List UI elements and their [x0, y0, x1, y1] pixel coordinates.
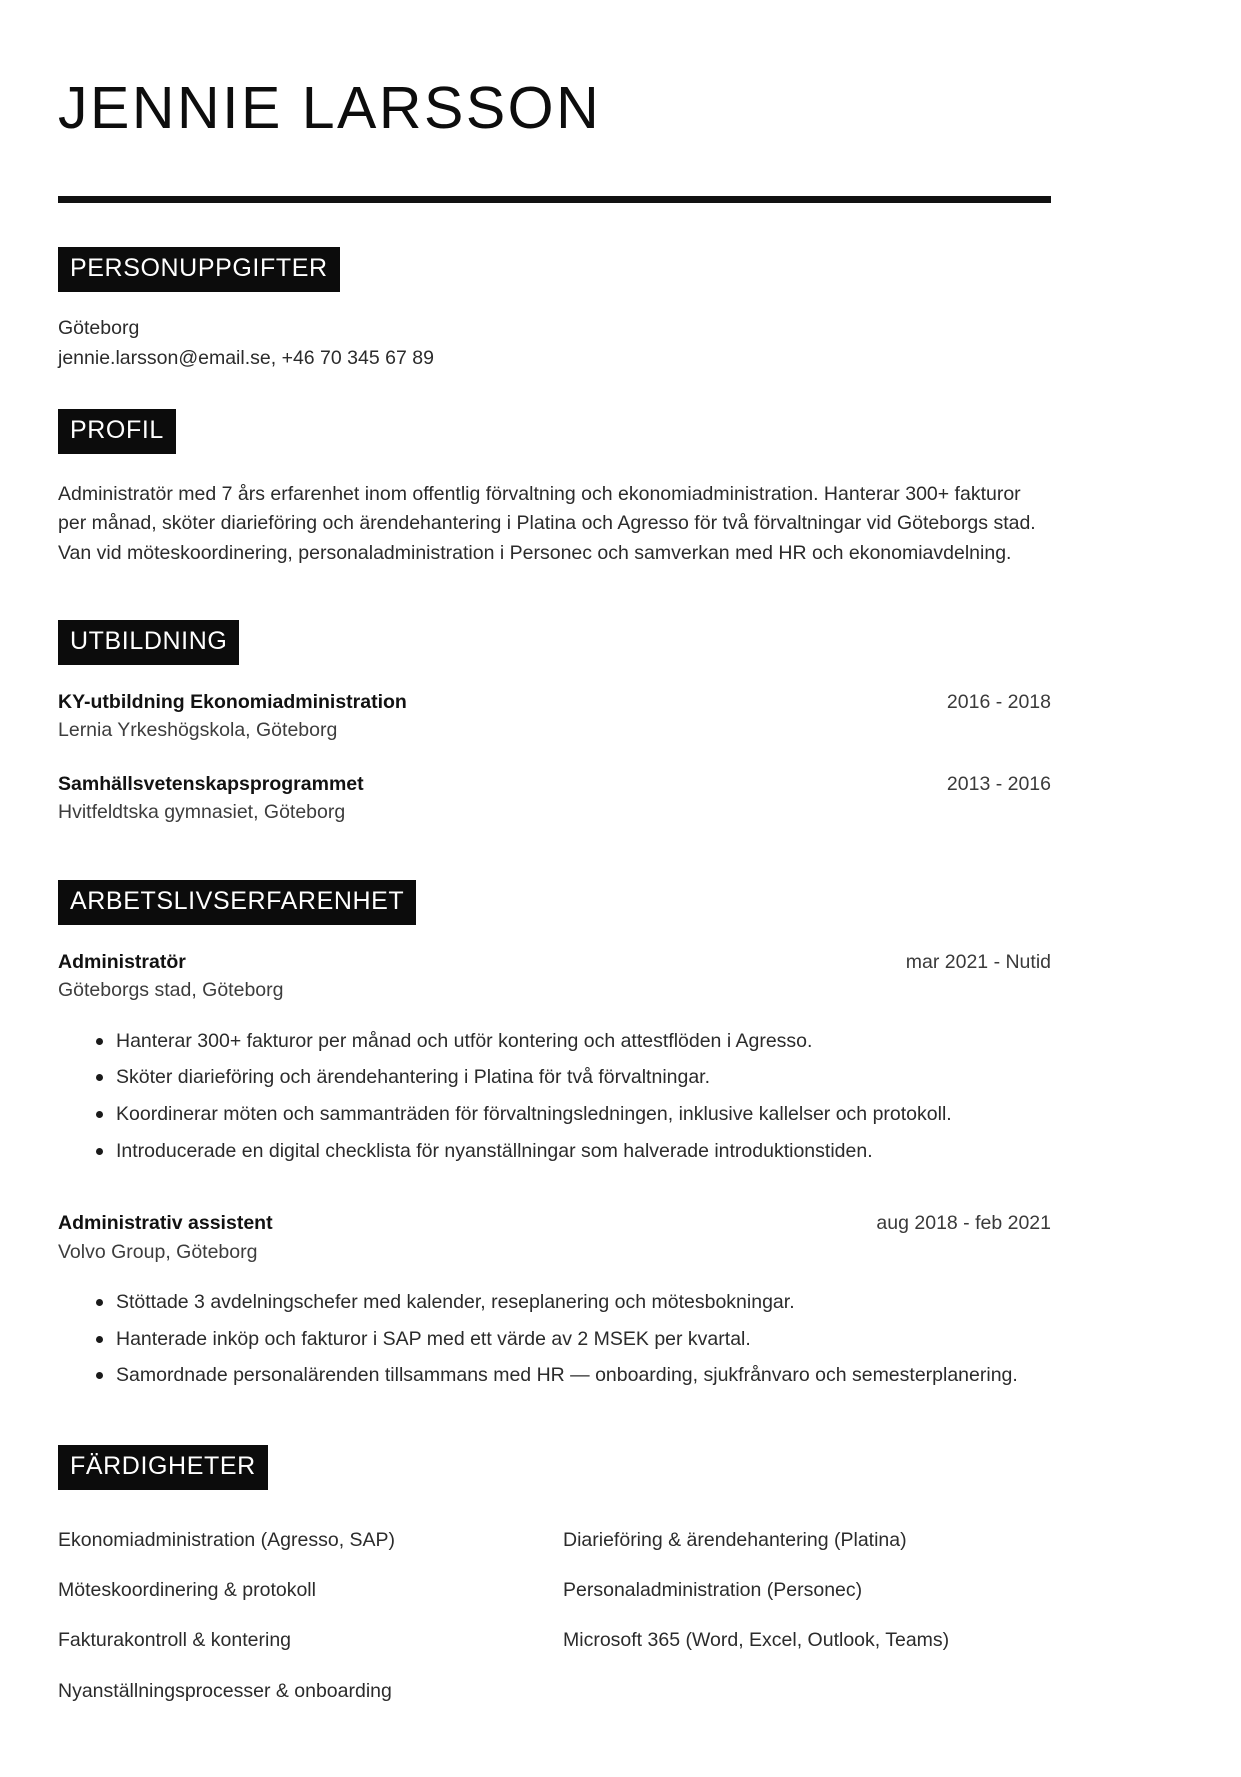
list-item: Hanterade inköp och fakturor i SAP med ett värde av 2 MSEK per kvartal.: [96, 1325, 1051, 1355]
section-skills: [58, 1445, 1051, 1490]
section-label-profile: PROFIL: [58, 409, 176, 454]
contact-block: [58, 314, 1051, 373]
job-employer: Göteborgs stad, Göteborg: [58, 979, 284, 1002]
education-date: 2016 - 2018: [946, 690, 1051, 713]
profile-block: [58, 480, 1051, 568]
section-experience: [58, 880, 1051, 925]
contact-city: Göteborg: [58, 316, 140, 339]
skills-grid: [58, 1516, 1038, 1717]
list-item: Hanterar 300+ fakturor per månad och utför kontering och attestflöden i Agresso.: [96, 1027, 1051, 1057]
experience-entry: [58, 1210, 1051, 1390]
experience-entry: [58, 949, 1051, 1166]
list-item: Sköter diarieföring och ärendehantering i Platina för två förvaltningar.: [96, 1063, 1051, 1093]
experience-entry-head: [58, 949, 1051, 975]
skill-item: Möteskoordinering & protokoll: [58, 1579, 316, 1602]
section-education: [58, 620, 1051, 665]
education-title: KY-utbildning Ekonomiadministration: [58, 690, 407, 713]
skill-item: Fakturakontroll & kontering: [58, 1629, 292, 1652]
education-institution: Hvitfeldtska gymnasiet, Göteborg: [58, 800, 346, 823]
section-label-personal: PERSONUPPGIFTER: [58, 247, 340, 292]
education-entry-head: [58, 771, 1051, 797]
contact-email-phone: jennie.larsson@email.se, +46 70 345 67 89: [58, 346, 434, 369]
section-profile: [58, 409, 1051, 454]
skill-item: Ekonomiadministration (Agresso, SAP): [58, 1528, 396, 1551]
job-bullet-list: [58, 1027, 1051, 1167]
section-label-experience: ARBETSLIVSERFARENHET: [58, 880, 416, 925]
header-divider: [58, 196, 1051, 203]
list-item: Samordnade personalärenden tillsammans med HR — onboarding, sjukfrånvaro och semesterplanering.: [96, 1361, 1051, 1391]
education-entry: [58, 771, 1051, 827]
education-entry: [58, 689, 1051, 745]
job-date: aug 2018 - feb 2021: [876, 1212, 1051, 1235]
education-date: 2013 - 2016: [946, 772, 1051, 795]
skill-item: Microsoft 365 (Word, Excel, Outlook, Teams): [563, 1629, 950, 1652]
skill-item: Personaladministration (Personec): [563, 1579, 863, 1602]
list-item: Koordinerar möten och sammanträden för förvaltningsledningen, inklusive kallelser och protokoll.: [96, 1100, 1051, 1130]
skill-item: Diarieföring & ärendehantering (Platina): [563, 1528, 907, 1551]
skill-item: Nyanställningsprocesser & onboarding: [58, 1679, 392, 1702]
experience-entry-head: [58, 1210, 1051, 1236]
education-entry-head: [58, 689, 1051, 715]
experience-entries: [58, 949, 1051, 1391]
job-bullet-list: [58, 1288, 1051, 1391]
education-institution: Lernia Yrkeshögskola, Göteborg: [58, 719, 338, 742]
job-employer: Volvo Group, Göteborg: [58, 1240, 258, 1263]
education-entries: [58, 689, 1051, 826]
job-title: Administrativ assistent: [58, 1212, 273, 1235]
education-title: Samhällsvetenskapsprogrammet: [58, 772, 364, 795]
section-personal: [58, 247, 1051, 292]
job-title: Administratör: [58, 951, 186, 974]
job-date: mar 2021 - Nutid: [905, 951, 1051, 974]
section-label-skills: FÄRDIGHETER: [58, 1445, 268, 1490]
profile-text: Administratör med 7 års erfarenhet inom offentlig förvaltning och ekonomiadministration. Hanterar 300+ fakturor per månad, sköter diarieföring och ärendehantering i Platina och Agresso för två förvaltningar vid Göteborgs stad. Van vid möteskoordinering, personaladministration i Personec och samverkan med HR och ekonomiavdelning.: [58, 483, 1036, 564]
entry-spacer: [58, 1196, 1051, 1210]
section-label-education: UTBILDNING: [58, 620, 239, 665]
list-item: Introducerade en digital checklista för nyanställningar som halverade introduktionstiden.: [96, 1137, 1051, 1167]
list-item: Stöttade 3 avdelningschefer med kalender, reseplanering och mötesbokningar.: [96, 1288, 1051, 1318]
page-title: JENNIE LARSSON: [58, 75, 602, 141]
